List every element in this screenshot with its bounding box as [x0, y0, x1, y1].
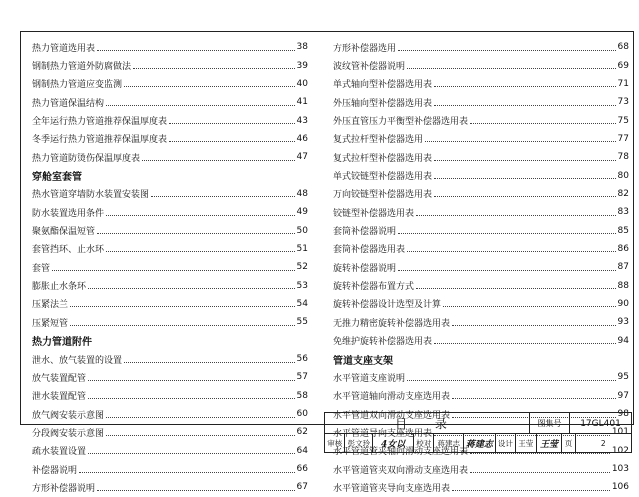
entry-page-number: 55: [296, 317, 308, 328]
dot-leader: [452, 398, 616, 399]
dot-leader: [470, 453, 610, 454]
entry-page-number: 78: [617, 152, 629, 163]
toc-entry[interactable]: [32, 405, 308, 423]
entry-title: 补偿器说明: [32, 465, 78, 476]
design-name: 王莹: [516, 434, 536, 452]
entry-page-number: 83: [617, 207, 629, 218]
entry-page-number: 66: [296, 464, 308, 475]
entry-title: 旋转补偿器设计选型及计算: [333, 300, 442, 311]
toc-section-heading: [32, 166, 308, 184]
dot-leader: [407, 380, 616, 381]
entry-page-number: 90: [617, 298, 629, 309]
entry-title: 方形补偿器选用: [333, 43, 397, 54]
page-number: 2: [600, 438, 606, 448]
entry-title: 套筒补偿器选用表: [333, 245, 406, 256]
entry-page-number: 85: [617, 225, 629, 236]
entry-title: 放气阀安装示意图: [32, 410, 105, 421]
toc-entry[interactable]: [333, 185, 629, 203]
section-title: 管道支座支架: [333, 355, 393, 367]
dot-leader: [88, 453, 295, 454]
entry-title: 聚氨酯保温短管: [32, 227, 96, 238]
toc-entry[interactable]: [32, 56, 308, 74]
title-block-top-row: [325, 413, 631, 434]
entry-title: 旋转补偿器说明: [333, 263, 397, 274]
review-signature: 4女以: [373, 434, 414, 452]
check-signature: 蒋建志: [464, 434, 496, 452]
entry-page-number: 87: [617, 262, 629, 273]
entry-title: 水平管道双向滑动支座选用表: [333, 410, 451, 421]
toc-entry[interactable]: [333, 295, 629, 313]
title-block-signature-row: [325, 434, 631, 452]
toc-entry[interactable]: [333, 240, 629, 258]
entry-page-number: 52: [296, 262, 308, 273]
entry-title: 外压轴向型补偿器选用表: [333, 98, 433, 109]
entry-page-number: 86: [617, 243, 629, 254]
toc-section-heading: [333, 350, 629, 368]
dot-leader: [133, 68, 295, 69]
dot-leader: [434, 105, 616, 106]
entry-page-number: 95: [617, 372, 629, 383]
entry-title: 波纹管补偿器说明: [333, 62, 406, 73]
dot-leader: [398, 233, 616, 234]
entry-page-number: 53: [296, 280, 308, 291]
entry-title: 钢制热力管道应变监测: [32, 80, 123, 91]
entry-page-number: 94: [617, 335, 629, 346]
dot-leader: [398, 270, 616, 271]
toc-entry[interactable]: [32, 221, 308, 239]
entry-title: 旋转补偿器布置方式: [333, 282, 415, 293]
toc-entry[interactable]: [32, 111, 308, 129]
check-label: 校对: [414, 434, 434, 452]
section-title: 穿舱室套管: [32, 172, 82, 184]
entry-title: 热水管道穿墙防水装置安装图: [32, 190, 150, 201]
dot-leader: [70, 325, 295, 326]
entry-page-number: 43: [296, 115, 308, 126]
toc-entry[interactable]: [333, 111, 629, 129]
dot-leader: [425, 141, 616, 142]
entry-title: 免维护旋转补偿器选用表: [333, 337, 433, 348]
entry-page-number: 77: [617, 133, 629, 144]
entry-title: 泄水、放气装置的设置: [32, 355, 123, 366]
dot-leader: [398, 50, 616, 51]
entry-page-number: 56: [296, 354, 308, 365]
toc-entry[interactable]: [333, 276, 629, 294]
dot-leader: [52, 270, 295, 271]
entry-page-number: 64: [296, 445, 308, 456]
dot-leader: [97, 233, 295, 234]
entry-page-number: 73: [617, 97, 629, 108]
dot-leader: [434, 178, 616, 179]
entry-page-number: 101: [611, 427, 629, 438]
toc-entry[interactable]: [333, 56, 629, 74]
entry-title: 单式轴向型补偿器选用表: [333, 80, 433, 91]
toc-entry[interactable]: [333, 203, 629, 221]
entry-title: 复式拉杆型补偿器选用: [333, 135, 424, 146]
design-signature: 王莹: [537, 434, 563, 452]
dot-leader: [106, 105, 295, 106]
entry-title: 压紧短管: [32, 318, 69, 329]
review-name: 彭文玲: [345, 434, 373, 452]
dot-leader: [97, 490, 295, 491]
dot-leader: [407, 251, 616, 252]
toc-entry[interactable]: [333, 387, 629, 405]
entry-title: 压紧法兰: [32, 300, 69, 311]
entry-page-number: 46: [296, 133, 308, 144]
entry-page-number: 50: [296, 225, 308, 236]
toc-entry[interactable]: [333, 166, 629, 184]
entry-title: 套管: [32, 263, 51, 274]
entry-title: 钢制热力管道外防腐做法: [32, 62, 132, 73]
toc-entry[interactable]: [333, 368, 629, 386]
entry-page-number: 102: [611, 445, 629, 456]
page-label: 页: [562, 434, 575, 452]
entry-title: 泄水装置配管: [32, 392, 87, 403]
toc-entry[interactable]: [333, 38, 629, 56]
toc-entry[interactable]: [32, 423, 308, 441]
entry-title: 分段阀安装示意图: [32, 428, 105, 439]
dot-leader: [434, 86, 616, 87]
entry-page-number: 69: [617, 60, 629, 71]
toc-entry[interactable]: [32, 295, 308, 313]
dot-leader: [70, 306, 295, 307]
dot-leader: [407, 68, 616, 69]
dot-leader: [452, 325, 616, 326]
entry-title: 无推力精密旋转补偿器选用表: [333, 318, 451, 329]
toc-entry[interactable]: [333, 75, 629, 93]
toc-entry[interactable]: [333, 313, 629, 331]
toc-entry[interactable]: [333, 332, 629, 350]
entry-title: 方形补偿器说明: [32, 483, 96, 494]
entry-page-number: 49: [296, 207, 308, 218]
dot-leader: [79, 472, 295, 473]
entry-page-number: 97: [617, 390, 629, 401]
entry-page-number: 60: [296, 409, 308, 420]
entry-page-number: 82: [617, 188, 629, 199]
title-block: [324, 412, 632, 453]
toc-entry[interactable]: [32, 203, 308, 221]
dot-leader: [106, 215, 295, 216]
dot-leader: [151, 196, 295, 197]
entry-page-number: 48: [296, 188, 308, 199]
toc-entry[interactable]: [32, 478, 308, 496]
dot-leader: [88, 380, 295, 381]
entry-page-number: 39: [296, 60, 308, 71]
entry-page-number: 62: [296, 427, 308, 438]
entry-title: 热力管道防烫伤保温厚度表: [32, 153, 141, 164]
entry-page-number: 41: [296, 97, 308, 108]
toc-entry[interactable]: [32, 258, 308, 276]
entry-page-number: 88: [617, 280, 629, 291]
dot-leader: [416, 288, 616, 289]
toc-entry[interactable]: [32, 442, 308, 460]
entry-page-number: 75: [617, 115, 629, 126]
toc-entry[interactable]: [32, 460, 308, 478]
section-title: 热力管道附件: [32, 337, 92, 349]
toc-entry[interactable]: [32, 130, 308, 148]
toc-entry[interactable]: [333, 148, 629, 166]
dot-leader: [452, 490, 610, 491]
entry-page-number: 103: [611, 464, 629, 475]
entry-page-number: 51: [296, 243, 308, 254]
entry-title: 外压直管压力平衡型补偿器选用表: [333, 117, 469, 128]
dot-leader: [88, 288, 295, 289]
dot-leader: [470, 472, 610, 473]
toc-entry[interactable]: [333, 478, 629, 496]
entry-title: 套筒补偿器说明: [333, 227, 397, 238]
dot-leader: [88, 398, 295, 399]
entry-page-number: 93: [617, 317, 629, 328]
drawing-title: 目 录: [325, 413, 530, 434]
toc-entry[interactable]: [333, 460, 629, 478]
dot-leader: [142, 160, 295, 161]
entry-title: 防水装置选用条件: [32, 208, 105, 219]
entry-title: 水平管道管夹轴向滑动支座选用表: [333, 447, 469, 458]
entry-title: 复式拉杆型补偿器选用表: [333, 153, 433, 164]
dot-leader: [434, 196, 616, 197]
toc-entry[interactable]: [32, 368, 308, 386]
toc-entry[interactable]: [333, 93, 629, 111]
dot-leader: [443, 306, 616, 307]
dot-leader: [106, 417, 295, 418]
toc-entry[interactable]: [333, 221, 629, 239]
toc-entry[interactable]: [32, 185, 308, 203]
dot-leader: [434, 160, 616, 161]
entry-title: 铰链型补偿器选用表: [333, 208, 415, 219]
dot-leader: [97, 50, 295, 51]
entry-title: 热力管道保温结构: [32, 98, 105, 109]
entry-page-number: 71: [617, 78, 629, 89]
toc-entry[interactable]: [333, 130, 629, 148]
entry-title: 水平管道管夹导向支座选用表: [333, 483, 451, 494]
entry-title: 单式铰链型补偿器选用表: [333, 172, 433, 183]
entry-page-number: 54: [296, 298, 308, 309]
dot-leader: [124, 362, 295, 363]
atlas-number-label: 图集号: [530, 413, 570, 434]
toc-entry[interactable]: [32, 148, 308, 166]
entry-page-number: 47: [296, 152, 308, 163]
check-name: 蒋建志: [434, 434, 464, 452]
toc-entry[interactable]: [32, 350, 308, 368]
toc-entry[interactable]: [32, 75, 308, 93]
entry-title: 放气装置配管: [32, 373, 87, 384]
entry-page-number: 68: [617, 42, 629, 53]
entry-page-number: 67: [296, 482, 308, 493]
dot-leader: [169, 123, 295, 124]
dot-leader: [470, 123, 616, 124]
entry-title: 疏水装置设置: [32, 447, 87, 458]
toc-entry[interactable]: [32, 313, 308, 331]
dot-leader: [106, 435, 295, 436]
entry-page-number: 58: [296, 390, 308, 401]
toc-entry[interactable]: [32, 240, 308, 258]
entry-page-number: 40: [296, 78, 308, 89]
entry-page-number: 106: [611, 482, 629, 493]
entry-title: 套管挡环、止水环: [32, 245, 105, 256]
dot-leader: [434, 343, 616, 344]
entry-title: 水平管道支座说明: [333, 373, 406, 384]
dot-leader: [416, 215, 616, 216]
dot-leader: [169, 141, 295, 142]
entry-title: 水平管道轴向滑动支座选用表: [333, 392, 451, 403]
entry-title: 膨胀止水条环: [32, 282, 87, 293]
atlas-number-value: 17GL401: [580, 418, 621, 429]
entry-title: 水平管道导向支座选用表: [333, 428, 433, 439]
toc-entry[interactable]: [32, 38, 308, 56]
entry-page-number: 80: [617, 170, 629, 181]
toc-entry[interactable]: [333, 258, 629, 276]
entry-title: 冬季运行热力管道推荐保温厚度表: [32, 135, 168, 146]
entry-page-number: 98: [617, 409, 629, 420]
entry-page-number: 57: [296, 372, 308, 383]
entry-title: 万向铰链型补偿器选用表: [333, 190, 433, 201]
toc-left-column: [32, 38, 308, 497]
entry-title: 全年运行热力管道推荐保温厚度表: [32, 117, 168, 128]
toc-entry[interactable]: [32, 387, 308, 405]
design-label: 设计: [496, 434, 516, 452]
toc-section-heading: [32, 332, 308, 350]
toc-entry[interactable]: [32, 93, 308, 111]
toc-entry[interactable]: [32, 276, 308, 294]
entry-page-number: 38: [296, 42, 308, 53]
entry-title: 水平管道管夹双向滑动支座选用表: [333, 465, 469, 476]
dot-leader: [124, 86, 295, 87]
review-label: 审核: [325, 434, 345, 452]
dot-leader: [106, 251, 295, 252]
entry-title: 热力管道选用表: [32, 43, 96, 54]
